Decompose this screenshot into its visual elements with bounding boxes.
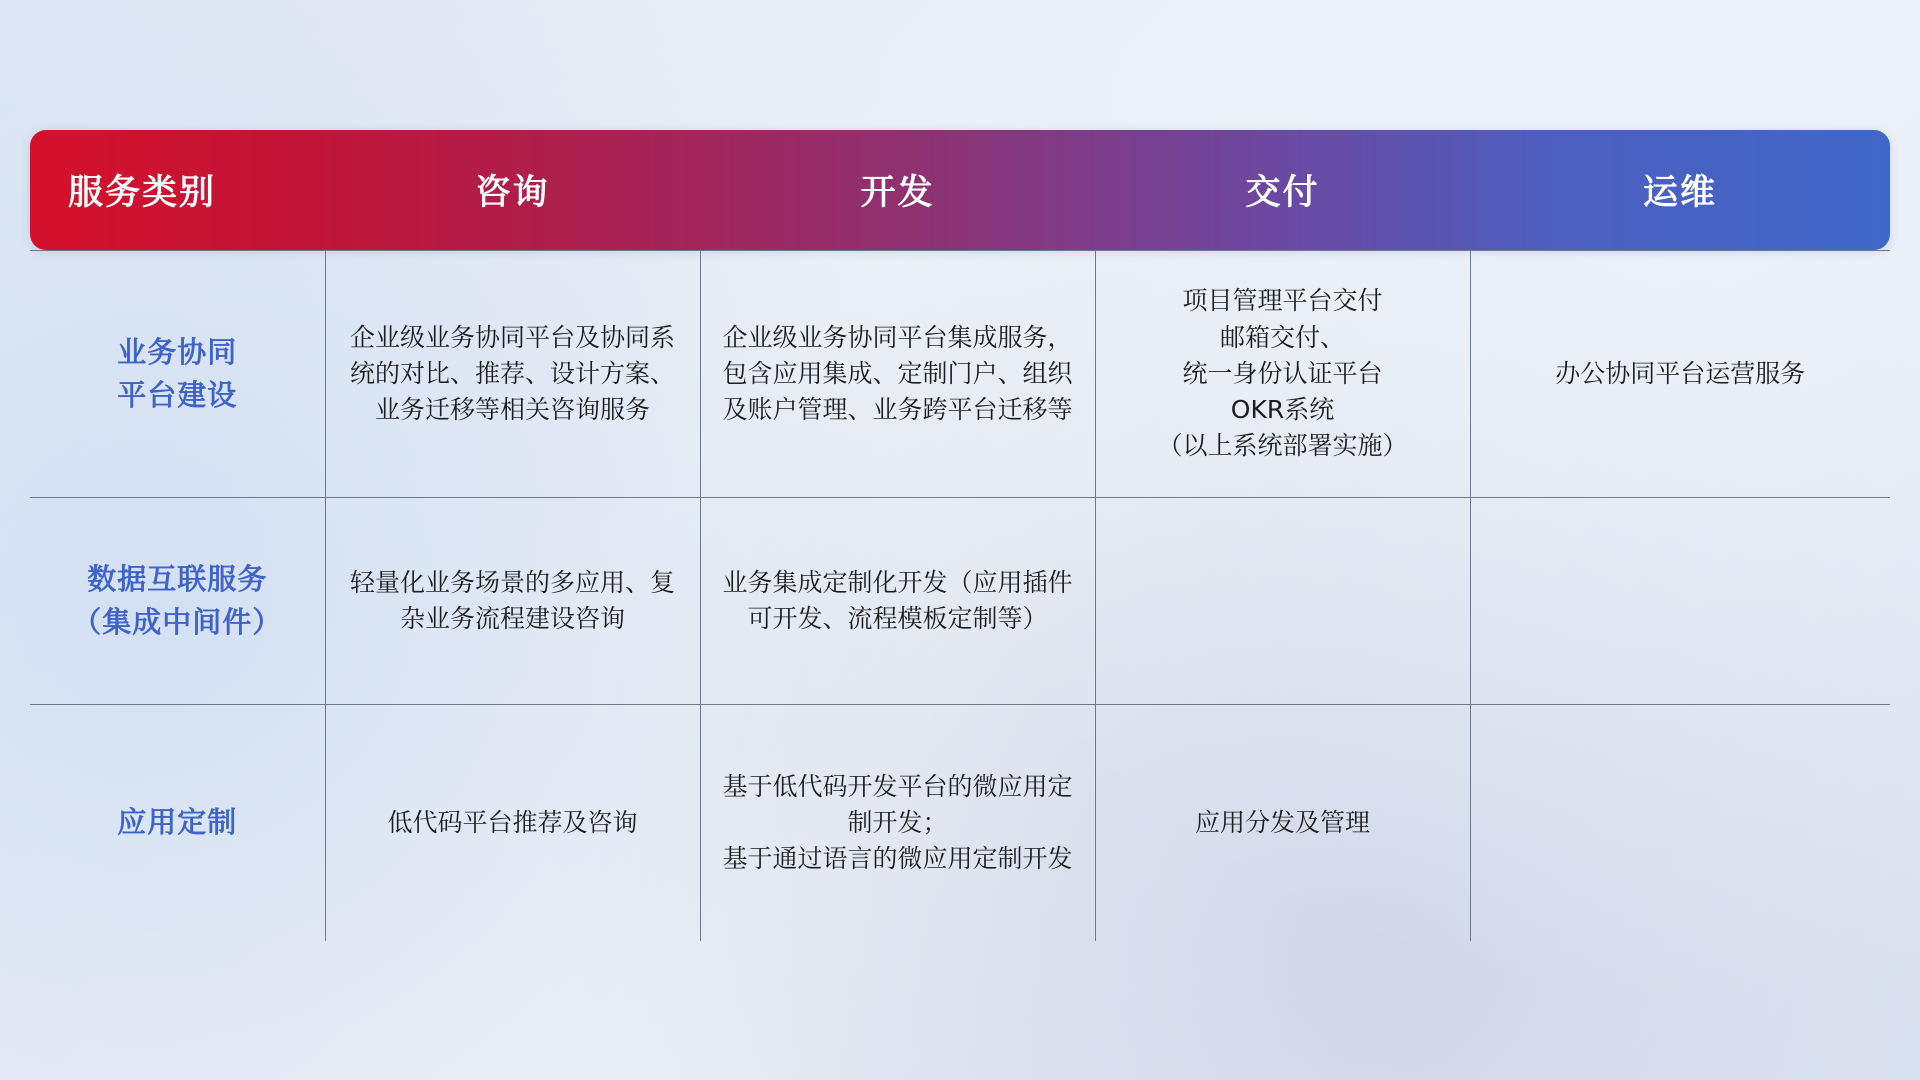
cell-delivery-1 xyxy=(1095,251,1470,498)
cell-consulting-3: 低代码平台推荐及咨询 xyxy=(325,705,700,942)
table-row xyxy=(30,705,1890,942)
header-cell-operations xyxy=(1470,130,1890,251)
cell-consulting-2: 轻量化业务场景的多应用、复杂业务流程建设咨询 xyxy=(325,498,700,705)
cell-line: OKR系统 xyxy=(1230,395,1335,425)
header-label-operations: 运维 xyxy=(1642,173,1717,213)
header-label-service-category: 服务类别 xyxy=(68,173,217,213)
cell-line: 项目管理平台交付 xyxy=(1182,286,1383,316)
header-cell-development xyxy=(700,130,1095,251)
cell-development-1: 企业级业务协同平台集成服务，包含应用集成、定制门户、组织及账户管理、业务跨平台迁移等 xyxy=(700,251,1095,498)
cell-category-2 xyxy=(30,498,325,705)
table-header-row xyxy=(30,130,1890,251)
cell-development-2: 业务集成定制化开发（应用插件可开发、流程模板定制等） xyxy=(700,498,1095,705)
cell-line: （集成中间件） xyxy=(72,605,283,639)
cell-line: 基于通过语言的微应用定制开发 xyxy=(722,844,1073,874)
header-cell-service-category xyxy=(30,130,325,251)
cell-line: 基于低代码开发平台的微应用定制开发； xyxy=(722,771,1073,837)
cell-category-1 xyxy=(30,251,325,498)
service-table-container xyxy=(30,130,1890,941)
table-row xyxy=(30,498,1890,705)
header-label-delivery: 交付 xyxy=(1245,173,1320,213)
cell-line: 数据互联服务 xyxy=(87,561,268,596)
table-head xyxy=(30,130,1890,251)
header-cell-consulting xyxy=(325,130,700,251)
cell-delivery-3: 应用分发及管理 xyxy=(1095,705,1470,942)
table-body xyxy=(30,251,1890,942)
cell-line: 平台建设 xyxy=(117,378,238,412)
cell-operations-3 xyxy=(1470,705,1890,942)
cell-operations-1: 办公协同平台运营服务 xyxy=(1470,251,1890,498)
cell-operations-2 xyxy=(1470,498,1890,705)
header-label-development: 开发 xyxy=(860,173,935,213)
header-label-consulting: 咨询 xyxy=(475,173,550,213)
cell-line: （以上系统部署实施） xyxy=(1157,431,1408,461)
cell-line: 业务协同 xyxy=(117,334,238,369)
cell-development-3 xyxy=(700,705,1095,942)
cell-category-3: 应用定制 xyxy=(30,705,325,942)
service-matrix-table xyxy=(30,130,1890,941)
cell-delivery-2 xyxy=(1095,498,1470,705)
cell-line: 统一身份认证平台 xyxy=(1182,358,1383,388)
cell-consulting-1: 企业级业务协同平台及协同系统的对比、推荐、设计方案、业务迁移等相关咨询服务 xyxy=(325,251,700,498)
header-cell-delivery xyxy=(1095,130,1470,251)
cell-line: 邮箱交付、 xyxy=(1219,322,1345,352)
table-row xyxy=(30,251,1890,498)
